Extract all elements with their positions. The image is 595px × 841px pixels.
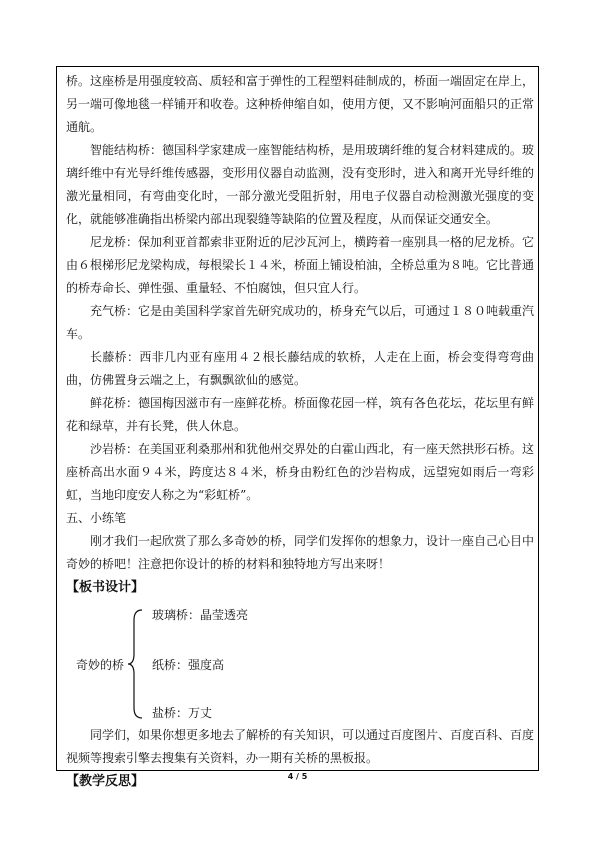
- board-center-label: 奇妙的桥: [76, 658, 125, 672]
- board-item-glass-bridge: 玻璃桥：晶莹透亮: [152, 608, 249, 622]
- paragraph-smart-bridge: 智能结构桥：德国科学家建成一座智能结构桥，是用玻璃纤维的复合材料建成的。玻璃纤维中有光导纤维传感器，变形用仪器自动监测，没有变形时，进入和离开光导纤维的激光量相同，有弯曲变化时，一部分激光受阻折射，用电子仪器自动检测激光强度的变化，就能够准确指出桥梁内部出现裂缝等缺陷的位置及程度，从而保证交通安全。: [66, 143, 535, 226]
- board-item-paper-bridge: 纸桥：强度高: [152, 658, 225, 672]
- paragraph-flower-bridge: 鲜花桥：德国梅因滋市有一座鲜花桥。桥面像花园一样，筑有各色花坛，花坛里有鲜花和绿草，并有长凳，供人休息。: [66, 396, 535, 433]
- paragraph-practice: 刚才我们一起欣赏了那么多奇妙的桥，同学们发挥你的想象力，设计一座自己心目中奇妙的桥吧！注意把你设计的桥的材料和独特地方写出来呀！: [66, 534, 535, 571]
- paragraph-closing: 同学们，如果你想更多地去了解桥的有关知识，可以通过百度图片、百度百科、百度视频等搜索引擎去搜集有关资料，办一期有关桥的黑板报。: [66, 728, 535, 765]
- board-design-heading: 【板书设计】: [66, 580, 145, 595]
- curly-brace-icon: [126, 608, 146, 720]
- paragraph-nylon-bridge: 尼龙桥：保加利亚首都索非亚附近的尼沙瓦河上，横跨着一座别具一格的尼龙桥。它由６根梯形尼龙梁构成，每根梁长１４米，桥面上铺设柏油，全桥总重为８吨。它比普通的桥寿命长、弹性强、重量轻、不怕腐蚀，但只宜人行。: [66, 235, 535, 295]
- section-heading-practice: 五、小练笔: [66, 511, 127, 525]
- board-design-diagram: [66, 604, 534, 722]
- teaching-reflection-heading: 【教学反思】: [66, 774, 145, 789]
- page-number: 4 / 5: [287, 772, 308, 781]
- paragraph-vine-bridge: 长藤桥：西非几内亚有座用４２根长藤结成的软桥，人走在上面，桥会变得弯弯曲曲，仿佛置身云端之上，有飘飘欲仙的感觉。: [66, 350, 534, 387]
- document-body: [66, 70, 534, 794]
- paragraph-bridge-intro: 桥。这座桥是用强度较高、质轻和富于弹性的工程塑料硅制成的，桥面一端固定在岸上，另一端可像地毯一样铺开和收卷。这种桥伸缩自如，使用方便，又不影响河面船只的正常通航。: [66, 74, 535, 134]
- board-item-salt-bridge: 盐桥：万丈: [152, 706, 213, 720]
- paragraph-sandstone-bridge: 沙岩桥：在美国亚利桑那州和犹他州交界处的白霍山西北，有一座天然拱形石桥。这座桥高出水面９４米，跨度达８４米，桥身由粉红色的沙岩构成，远望宛如雨后一弯彩虹，当地印度安人称之为“彩虹桥”。: [66, 442, 535, 502]
- paragraph-inflatable-bridge: 充气桥：它是由美国科学家首先研究成功的，桥身充气以后，可通过１８０吨载重汽车。: [66, 304, 535, 341]
